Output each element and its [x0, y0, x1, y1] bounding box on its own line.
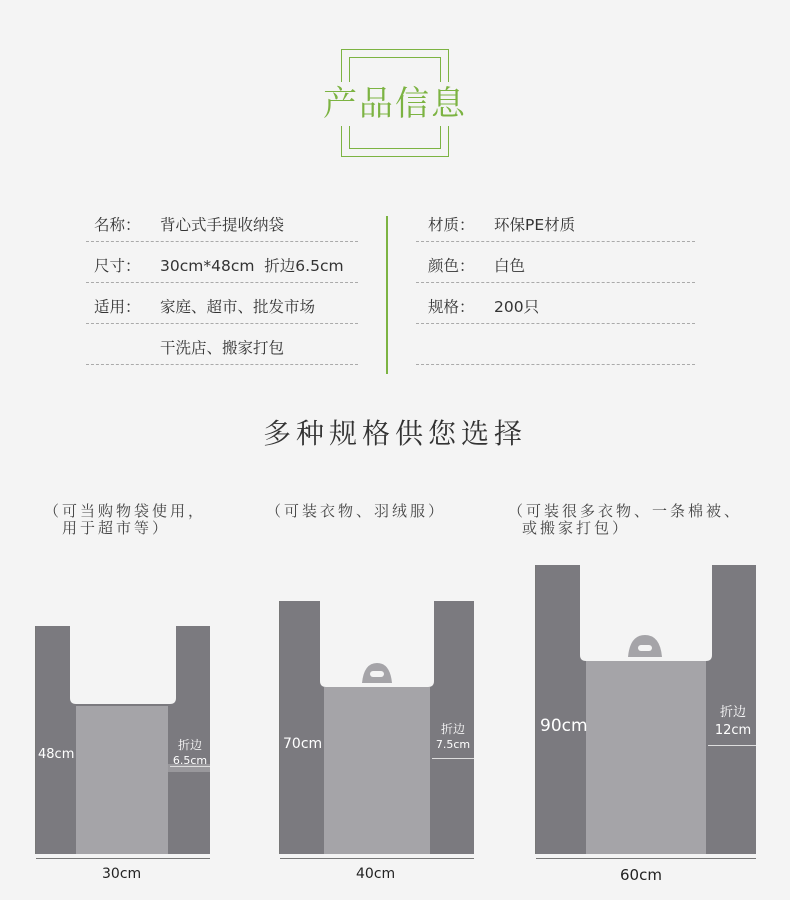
info-row-material — [416, 211, 695, 242]
width-line-large — [536, 858, 756, 859]
info-row-name — [86, 211, 358, 242]
info-label: 适用： — [94, 298, 141, 316]
info-value: 家庭、超市、批发市场 — [160, 298, 316, 316]
height-label-large: 90cm — [540, 716, 588, 736]
size-note-large — [508, 503, 742, 537]
info-row-empty — [416, 334, 695, 365]
height-line-large — [535, 565, 536, 854]
info-row-usage-cont — [86, 334, 358, 365]
width-line-medium — [280, 858, 474, 859]
info-row-size — [86, 252, 358, 283]
info-value: 背心式手提收纳袋 — [160, 216, 285, 234]
height-line-medium — [279, 601, 280, 854]
section-title: 多种规格供您选择 — [262, 417, 527, 450]
info-value: 200只 — [494, 298, 540, 316]
note-line: 用于超市等） — [62, 519, 171, 537]
width-label-large: 60cm — [620, 866, 662, 884]
info-value: 白色 — [494, 257, 526, 275]
info-label: 尺寸： — [94, 257, 141, 275]
info-row-spec — [416, 293, 695, 324]
fold-label-medium: 折边 7.5cm — [435, 722, 471, 751]
info-divider — [386, 216, 388, 374]
info-value: 30cm*48cm 折边6.5cm — [160, 257, 344, 275]
fold-marker-line — [432, 758, 474, 759]
width-label-small: 30cm — [102, 866, 142, 882]
info-label: 名称： — [94, 216, 141, 234]
width-label-medium: 40cm — [356, 866, 396, 882]
height-line-small — [35, 626, 36, 854]
width-line-small — [36, 858, 210, 859]
page-title: 产品信息 — [323, 84, 467, 124]
size-note-small — [44, 503, 206, 537]
note-line: 或搬家打包） — [522, 519, 631, 537]
note-line: （可装很多衣物、一条棉被、 — [508, 502, 743, 520]
info-row-color — [416, 252, 695, 283]
info-label: 材质： — [428, 216, 475, 234]
note-line: （可装衣物、羽绒服） — [266, 502, 447, 520]
info-value: 干洗店、搬家打包 — [160, 339, 285, 357]
fold-marker-line — [708, 745, 756, 746]
info-value: 环保PE材质 — [494, 216, 576, 234]
size-note-medium — [266, 503, 446, 520]
info-left-column — [86, 211, 358, 365]
info-right-column — [416, 211, 695, 365]
fold-label-small: 折边 6.5cm — [172, 738, 208, 767]
fold-label-large: 折边 12cm — [714, 705, 752, 738]
info-label: 规格： — [428, 298, 475, 316]
info-row-usage — [86, 293, 358, 324]
note-line: （可当购物袋使用， — [44, 502, 207, 520]
info-label: 颜色： — [428, 257, 475, 275]
height-label-medium: 70cm — [283, 736, 323, 752]
height-label-small: 48cm — [38, 747, 75, 762]
